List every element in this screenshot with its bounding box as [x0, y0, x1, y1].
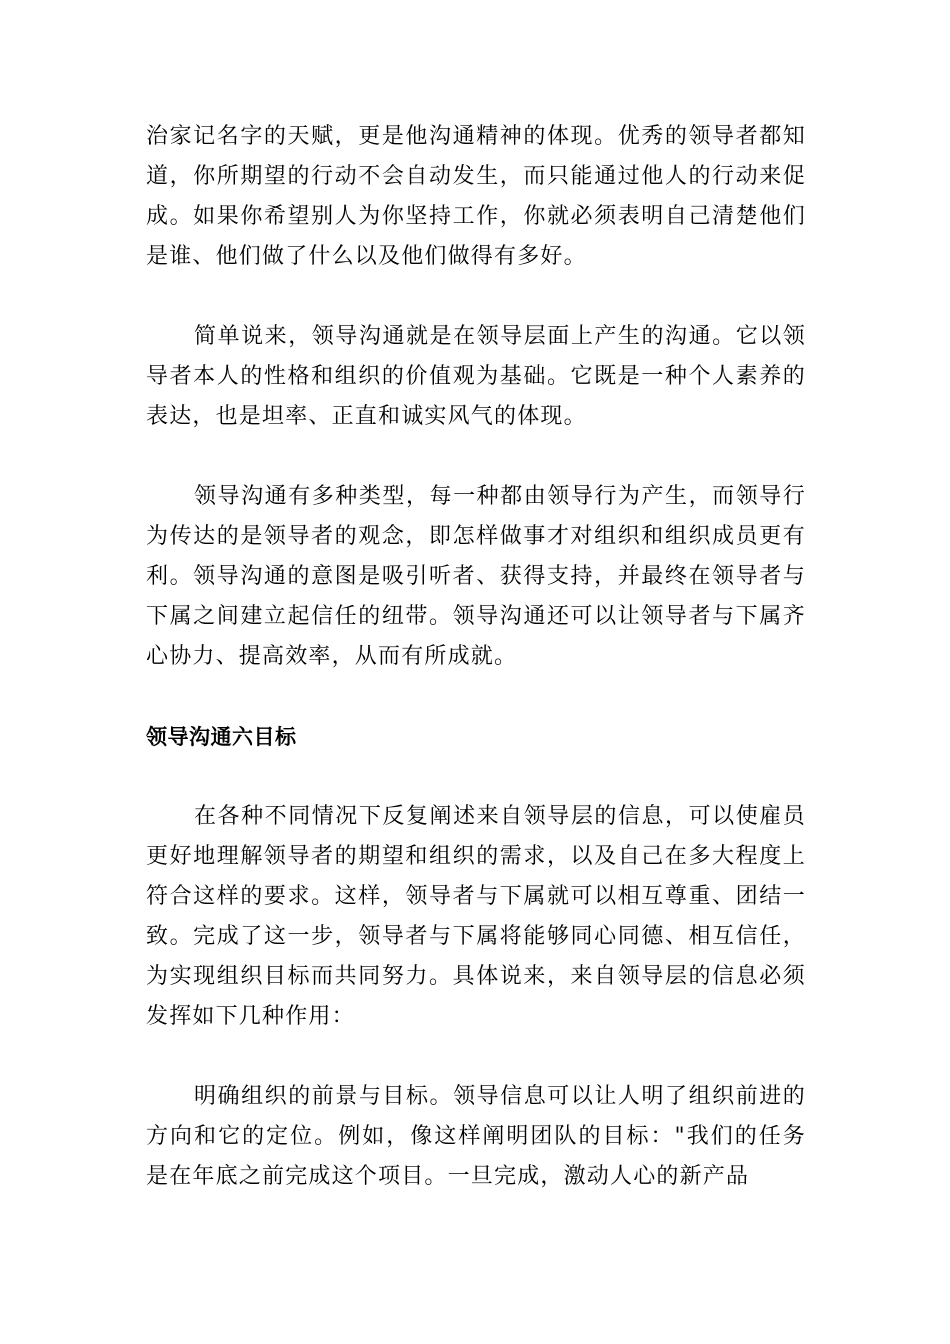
paragraph-types: 领导沟通有多种类型，每一种都由领导行为产生，而领导行为传达的是领导者的观念，即怎样做事才对组织和组织成员更有利。领导沟通的意图是吸引听者、获得支持，并最终在领导者与下属之间建立起信任的纽带。领导沟通还可以让领导者与下属齐心协力、提高效率，从而有所成就。 [146, 484, 806, 669]
section-heading: 领导沟通六目标 [146, 725, 297, 749]
document-body [146, 117, 806, 1237]
paragraph-goal-one: 明确组织的前景与目标。领导信息可以让人明了组织前进的方向和它的定位。例如，像这样阐明团队的目标："我们的任务是在年底之前完成这个项目。一旦完成，激动人心的新产品 [146, 1084, 806, 1189]
paragraph-definition: 简单说来，领导沟通就是在领导层面上产生的沟通。它以领导者本人的性格和组织的价值观为基础。它既是一种个人素养的表达，也是坦率、正直和诚实风气的体现。 [146, 324, 806, 429]
paragraph-continued: 治家记名字的天赋，更是他沟通精神的体现。优秀的领导者都知道，你所期望的行动不会自动发生，而只能通过他人的行动来促成。如果你希望别人为你坚持工作，你就必须表明自己清楚他们是谁、他们做了什么以及他们做得有多好。 [146, 124, 806, 269]
paragraph-section-intro: 在各种不同情况下反复阐述来自领导层的信息，可以使雇员更好地理解领导者的期望和组织的需求，以及自己在多大程度上符合这样的要求。这样，领导者与下属就可以相互尊重、团结一致。完成了这一步，领导者与下属将能够同心同德、相互信任，为实现组织目标而共同努力。具体说来，来自领导层的信息必须发挥如下几种作用： [146, 804, 806, 1029]
